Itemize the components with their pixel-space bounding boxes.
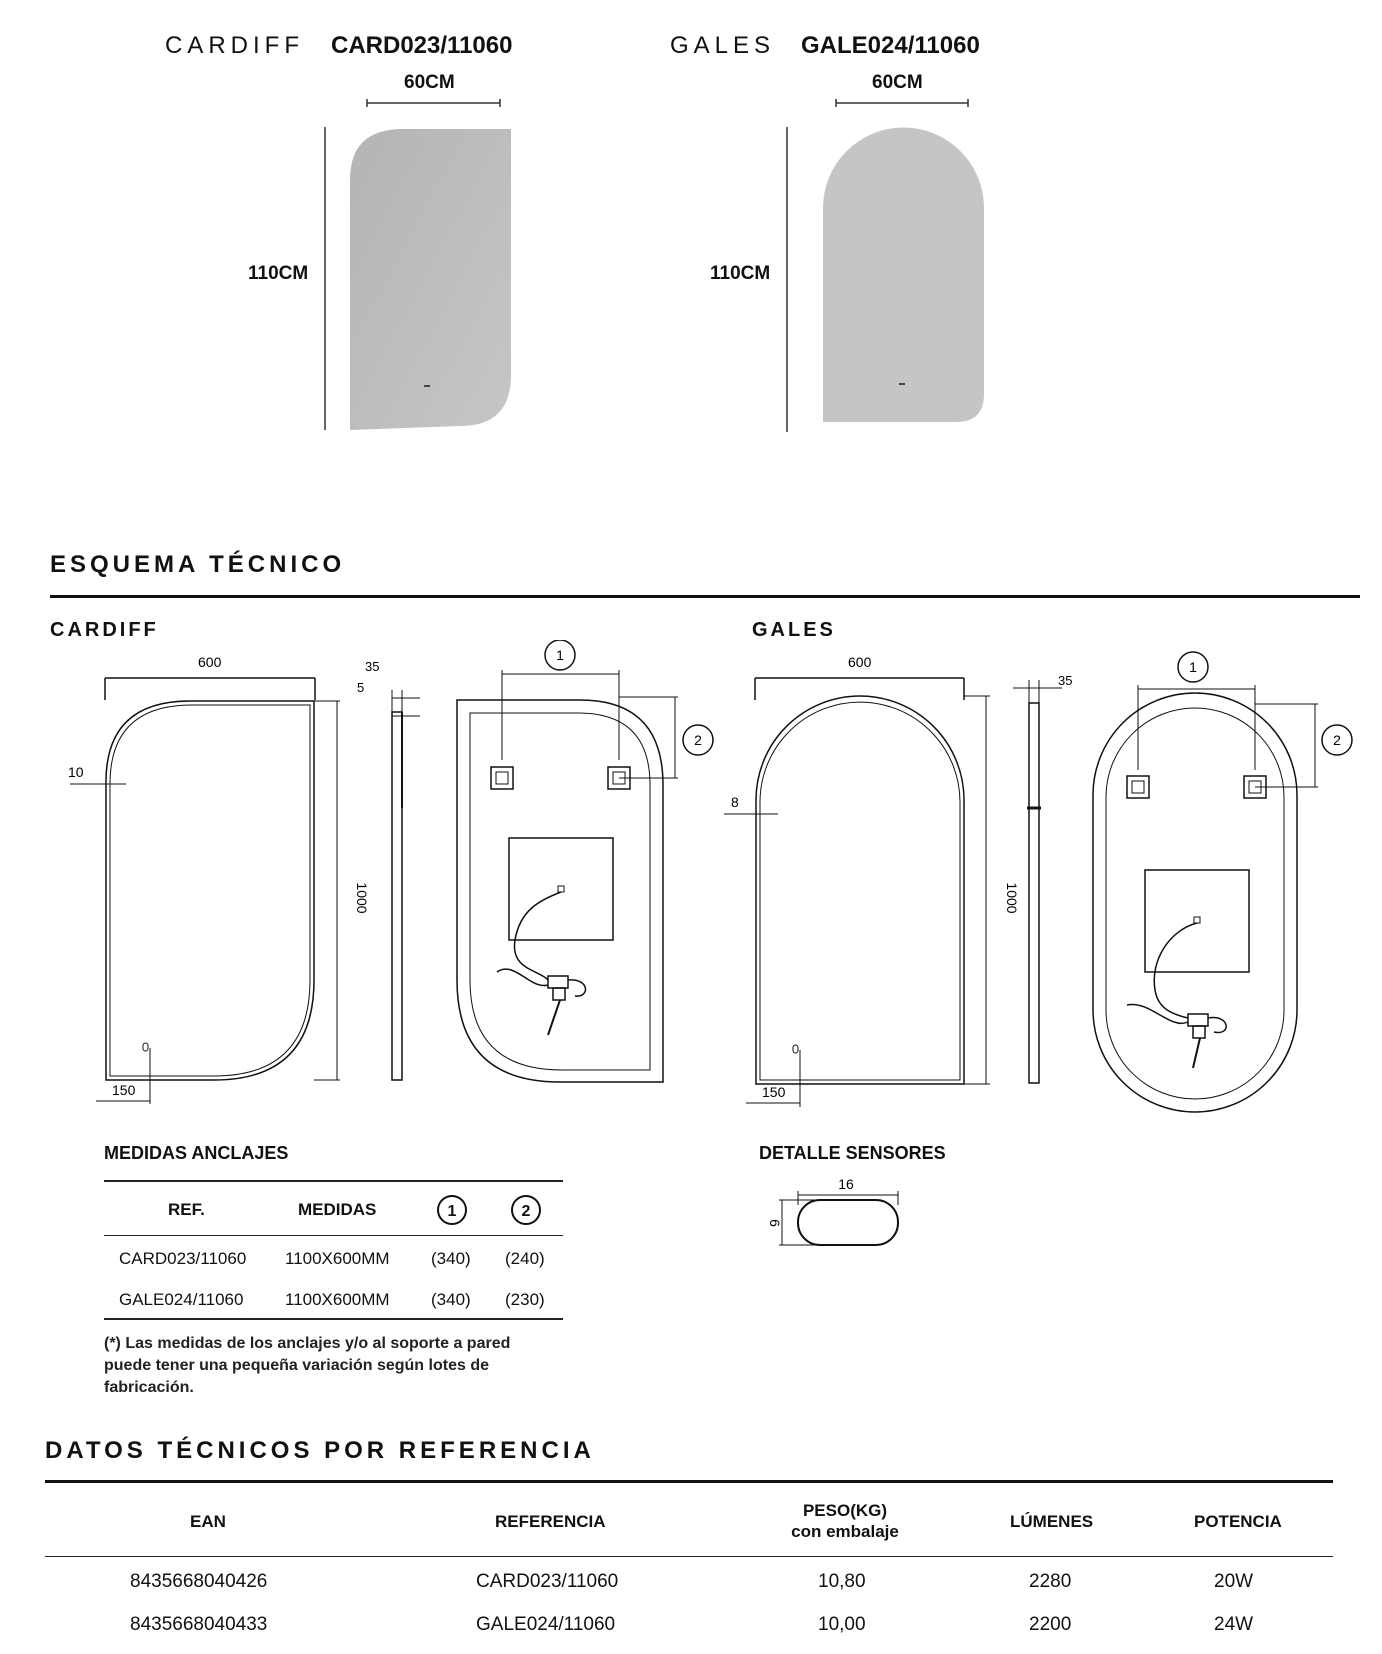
sensor-width-dim: 16 [838,1176,854,1192]
anchors-bottom-rule [104,1318,563,1320]
cardiff-side-view [392,690,420,1080]
datos-divider [45,1480,1333,1483]
cardiff-title-name: CARDIFF [165,32,304,59]
anchors-header-1: 1 [437,1195,467,1225]
cardiff-sensor-dim: 150 [112,1082,136,1098]
gales-back-view [1093,685,1318,1112]
gales-marker-2: 2 [1333,732,1341,748]
cardiff-height-dim: 1000 [354,882,370,914]
anchors-note: (*) Las medidas de los anclajes y/o al soporte a pared puede tener una pequeña variación según lotes de fabricación. [104,1335,511,1396]
gales-height-label: 110CM [710,263,771,284]
datos-row-1-potencia: 20W [1214,1571,1254,1592]
cardiff-depth-inner-dim: 5 [357,680,365,695]
sensors-title: DETALLE SENSORES [759,1143,946,1163]
datos-row-1-peso: 10,80 [818,1571,866,1592]
gales-depth-dim: 35 [1058,673,1073,688]
datos-row-2-lumenes: 2200 [1029,1614,1072,1635]
anchors-top-rule [104,1180,563,1182]
scheme-cardiff-label: CARDIFF [50,619,159,641]
datos-header-ean: EAN [190,1512,226,1531]
datos-header-rule [45,1556,1333,1557]
gales-offset-dim: 8 [731,794,739,810]
datos-title: DATOS TÉCNICOS POR REFERENCIA [45,1437,595,1464]
datos-row-1-lumenes: 2280 [1029,1571,1072,1592]
product-images [0,0,1382,460]
anchors-header-medidas: MEDIDAS [298,1200,377,1219]
gales-mirror-image [823,127,984,422]
datos-row-2-peso: 10,00 [818,1614,866,1635]
gales-title-ref: GALE024/11060 [801,32,980,59]
anchors-row-2-medidas: 1100X600MM [285,1290,390,1309]
datos-row-2-ean: 8435668040433 [130,1614,268,1635]
cardiff-depth-dim: 35 [365,659,380,674]
scheme-divider [50,595,1360,598]
cardiff-mirror-image [350,129,511,430]
cardiff-title-ref: CARD023/11060 [331,32,513,59]
gales-marker-1: 1 [1189,659,1197,675]
cardiff-front-view [70,678,340,1104]
technical-drawings [0,640,1382,1120]
anchors-header-ref: REF. [168,1200,205,1219]
datos-row-1-ean: 8435668040426 [130,1571,268,1592]
datos-row-1-referencia: CARD023/11060 [476,1571,619,1592]
anchors-row-1-b: (240) [505,1249,545,1268]
scheme-gales-label: GALES [752,619,836,641]
anchors-row-2-b: (230) [505,1290,545,1309]
cardiff-marker-2: 2 [694,732,702,748]
cardiff-width-label: 60CM [404,72,455,93]
cardiff-back-view [457,670,678,1082]
anchors-row-1-medidas: 1100X600MM [285,1249,390,1268]
gales-width-label: 60CM [872,72,923,93]
cardiff-offset-dim: 10 [68,764,84,780]
cardiff-marker-1: 1 [556,647,564,663]
gales-height-dim: 1000 [1004,882,1020,914]
anchors-header-2: 2 [511,1195,541,1225]
datos-header-lumenes: LÚMENES [1010,1512,1094,1531]
gales-front-view [724,678,990,1107]
sensor-detail-drawing [755,1175,915,1265]
anchors-row-2-a: (340) [431,1290,471,1309]
gales-width-dim: 600 [848,654,872,670]
anchors-row-1-ref: CARD023/11060 [119,1249,247,1268]
anchors-header-rule [104,1235,563,1236]
anchors-row-2-ref: GALE024/11060 [119,1290,244,1309]
datos-row-2-referencia: GALE024/11060 [476,1614,616,1635]
anchors-title: MEDIDAS ANCLAJES [104,1143,289,1163]
cardiff-width-dim: 600 [198,654,222,670]
datos-header-potencia: POTENCIA [1194,1512,1282,1531]
anchors-row-1-a: (340) [431,1249,471,1268]
gales-sensor-dim: 150 [762,1084,786,1100]
datos-row-2-potencia: 24W [1214,1614,1254,1635]
scheme-title: ESQUEMA TÉCNICO [50,551,346,578]
gales-title-name: GALES [670,32,776,59]
sensor-height-dim: 6 [767,1219,783,1227]
datos-header-referencia: REFERENCIA [495,1512,606,1531]
datos-header-peso: PESO(KG) con embalaje [791,1501,899,1541]
cardiff-height-label: 110CM [248,263,309,284]
